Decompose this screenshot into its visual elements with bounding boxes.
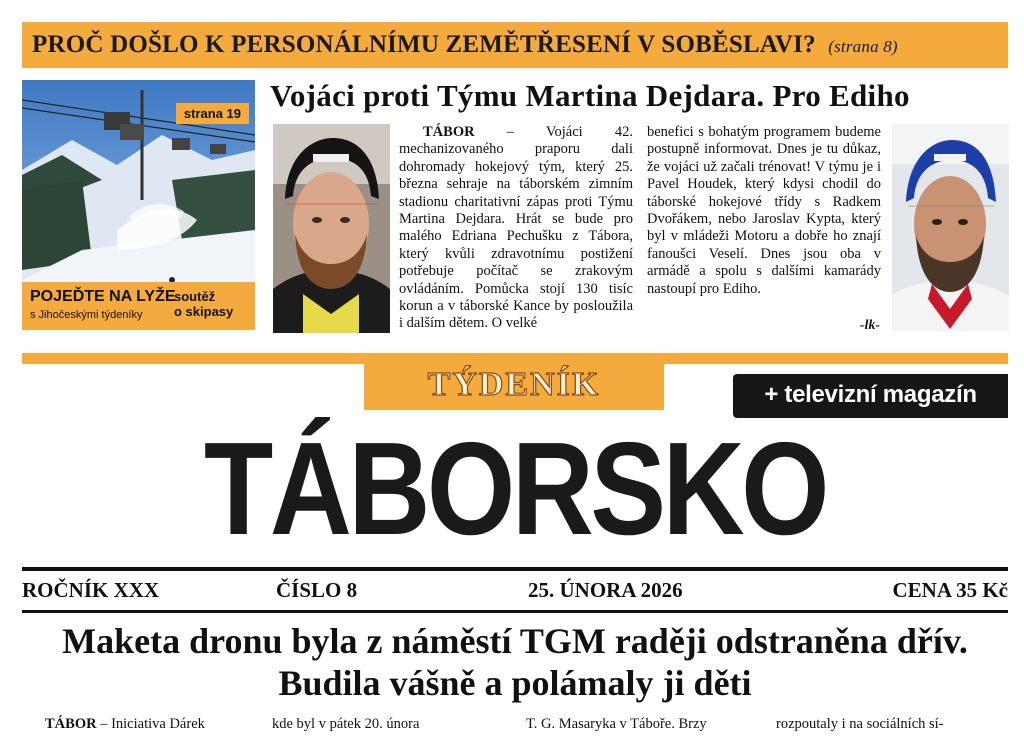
story-column-2 [647,124,881,298]
ad-title: POJEĎTE NA LYŽE [30,288,176,305]
story-column-2-text: benefici s bohatým programem budeme postupně informovat. Dnes je tu důkaz, že vojáci už začali trénovat! V týmu je i Pavel Houdek, který kdysi chodil do táborské hokejové třídy s Radkem Dvořákem, nebo Jaroslav Kypta, který byl v mládeži Motoru a dobře ho znají fanoušci Veselí. Dnes jsou oba v armádě a spolu s dalšími kamarády nastoupí pro Ediho. [647,124,881,297]
ad-contest [174,289,233,319]
issue-volume: ROČNÍK XXX [22,578,160,602]
issue-price: CENA 35 Kč [892,578,1008,602]
lead-headline[interactable] [22,620,1008,704]
lead-column-2: kde byl v pátek 20. února [272,716,420,732]
story-headline[interactable]: Vojáci proti Týmu Martina Dejdara. Pro Ediho [270,78,910,113]
story-column-1 [399,124,633,333]
newspaper-title: TÁBORSKO [203,415,827,562]
top-teaser-banner[interactable] [22,22,1008,68]
tv-magazine-badge[interactable] [733,374,1008,418]
story-dateline: TÁBOR [423,124,475,140]
teaser-headline-text: PROČ DOŠLO K PERSONÁLNÍMU ZEMĚTŘESENÍ V SOBĚSLAVI? [32,31,816,58]
ad-page-tag: strana 19 [176,103,249,124]
author-signature: -lk- [859,318,880,333]
weekly-label: TÝDENÍK [427,366,601,403]
info-rule-bottom [22,610,1008,613]
tv-magazine-label: + televizní magazín [764,381,977,408]
lead-headline-line-2: Budila vášně a polámaly ji děti [278,663,752,703]
teaser-page-ref: (strana 8) [828,37,898,56]
teaser-headline [32,31,898,59]
ski-advertisement[interactable] [22,80,255,330]
issue-number: ČÍSLO 8 [276,578,358,602]
hockey-player-photo-right [892,124,1009,331]
ad-subtitle: s Jihočeskými týdeníky [30,309,143,321]
lead-headline-line-1: Maketa dronu byla z náměstí TGM raději odstraněna dřív. [62,621,968,661]
story-column-1-text: – Vojáci 42. mechanizovaného praporu dali dohromady hokejový tým, který 25. března sehraje na táborském zimním stadionu charitativní zápas proti Týmu Martina Dejdara. Hrát se bude pro malého Edriana Pechušku z Tábora, který kvůli zdravotnímu postižení potřebuje počítač se zrakovým ovládáním. Pomůcka stojí 130 tisíc korun a v táborské Kance by posloužila i dalším dětem. O velké [399,124,633,332]
lead-column-1 [45,716,205,733]
weekly-label-tab [364,362,664,410]
newspaper-masthead [22,414,1008,564]
ad-bottom-bar [22,282,255,330]
lead-column-4: rozpoutaly i na sociálních sí- [776,716,944,732]
lead-column-3: T. G. Masaryka v Táboře. Brzy [526,716,707,732]
info-rule-top [22,567,1008,571]
ad-contest-line-1: soutěž [174,289,216,304]
hockey-player-photo-left [273,124,390,333]
ad-contest-line-2: o skipasy [174,304,234,319]
lead-column-1-text: – Iniciativa Dárek [96,716,205,732]
issue-date: 25. ÚNORA 2026 [528,578,683,602]
lead-dateline: TÁBOR [45,716,97,732]
